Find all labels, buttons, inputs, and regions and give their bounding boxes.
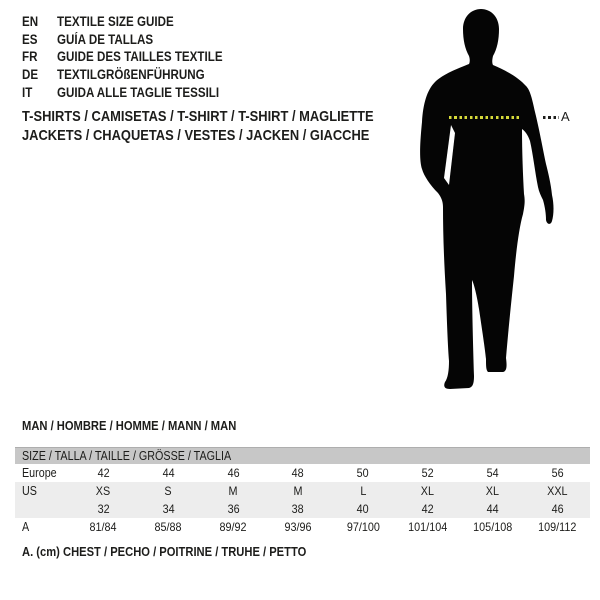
table-row-chest-cm <box>15 518 590 536</box>
size-cell: 42 <box>97 466 110 480</box>
size-cell: XL <box>460 482 525 500</box>
size-cell: 46 <box>227 466 240 480</box>
size-cell: M <box>266 482 331 500</box>
table-row-us-numeric <box>15 500 590 518</box>
size-cell: 52 <box>421 466 434 480</box>
size-cell: L <box>331 482 396 500</box>
size-cell: 40 <box>331 500 396 518</box>
language-code: DE <box>22 67 39 83</box>
size-cell: 85/88 <box>154 520 182 534</box>
size-cell: 46 <box>525 500 590 518</box>
table-row-europe <box>15 464 590 482</box>
size-cell: 50 <box>356 466 369 480</box>
size-cell: 54 <box>486 466 499 480</box>
language-title: GUÍA DE TALLAS <box>57 31 154 47</box>
language-code: EN <box>22 14 39 30</box>
language-title-block <box>22 13 250 101</box>
language-title: TEXTILGRÖßENFÜHRUNG <box>57 67 205 83</box>
language-row-es <box>22 31 250 49</box>
size-cell: XXL <box>525 482 590 500</box>
size-cell: M <box>201 482 266 500</box>
size-table <box>15 447 590 536</box>
row-label: US <box>15 482 71 500</box>
chest-measure-line <box>449 116 521 119</box>
section-title <box>22 418 271 433</box>
measurement-footnote-text: A. (cm) CHEST / PECHO / POITRINE / TRUHE / PETTO <box>22 544 307 559</box>
size-cell: 93/96 <box>284 520 312 534</box>
size-cell: 101/104 <box>408 520 448 534</box>
size-cell: 81/84 <box>89 520 117 534</box>
size-cell: 42 <box>395 500 460 518</box>
size-cell: 89/92 <box>219 520 247 534</box>
language-row-it <box>22 83 250 101</box>
language-title: GUIDA ALLE TAGLIE TESSILI <box>57 84 220 100</box>
size-cell: 38 <box>266 500 331 518</box>
size-cell: 44 <box>460 500 525 518</box>
measurement-footnote <box>22 544 353 559</box>
language-title: TEXTILE SIZE GUIDE <box>57 14 174 30</box>
size-cell: 44 <box>162 466 175 480</box>
language-code: IT <box>22 84 33 100</box>
language-row-fr <box>22 48 250 66</box>
table-header-text: SIZE / TALLA / TAILLE / GRÖSSE / TAGLIA <box>22 449 232 463</box>
category-jackets: JACKETS / CHAQUETAS / VESTES / JACKEN / GIACCHE <box>22 126 370 144</box>
size-cell: 48 <box>292 466 305 480</box>
size-cell: 56 <box>551 466 564 480</box>
category-tshirts: T-SHIRTS / CAMISETAS / T-SHIRT / T-SHIRT / MAGLIETTE <box>22 108 374 125</box>
size-cell: XL <box>395 482 460 500</box>
size-cell: 97/100 <box>346 520 380 534</box>
man-silhouette-figure <box>415 4 570 389</box>
language-row-en <box>22 13 250 31</box>
language-row-de <box>22 66 250 84</box>
size-cell: 34 <box>136 500 201 518</box>
size-cell: 109/112 <box>538 520 577 534</box>
size-cell: 105/108 <box>473 520 513 534</box>
language-code: ES <box>22 31 38 47</box>
chest-measure-leader <box>543 116 559 119</box>
man-silhouette-shape <box>420 9 553 389</box>
measurement-label-a: A <box>561 109 570 124</box>
size-cell: S <box>136 482 201 500</box>
section-title-text: MAN / HOMBRE / HOMME / MANN / MAN <box>22 418 237 433</box>
size-cell: 36 <box>201 500 266 518</box>
row-label: Europe <box>22 466 57 480</box>
language-title: GUIDE DES TAILLES TEXTILE <box>57 49 223 65</box>
garment-categories <box>22 108 431 145</box>
table-header-cell <box>15 448 590 465</box>
language-code: FR <box>22 49 38 65</box>
size-cell: XS <box>71 482 136 500</box>
size-cell: 32 <box>71 500 136 518</box>
table-header-row <box>15 448 590 465</box>
table-row-us <box>15 482 590 500</box>
row-label: A <box>22 520 30 534</box>
row-label <box>15 500 71 518</box>
